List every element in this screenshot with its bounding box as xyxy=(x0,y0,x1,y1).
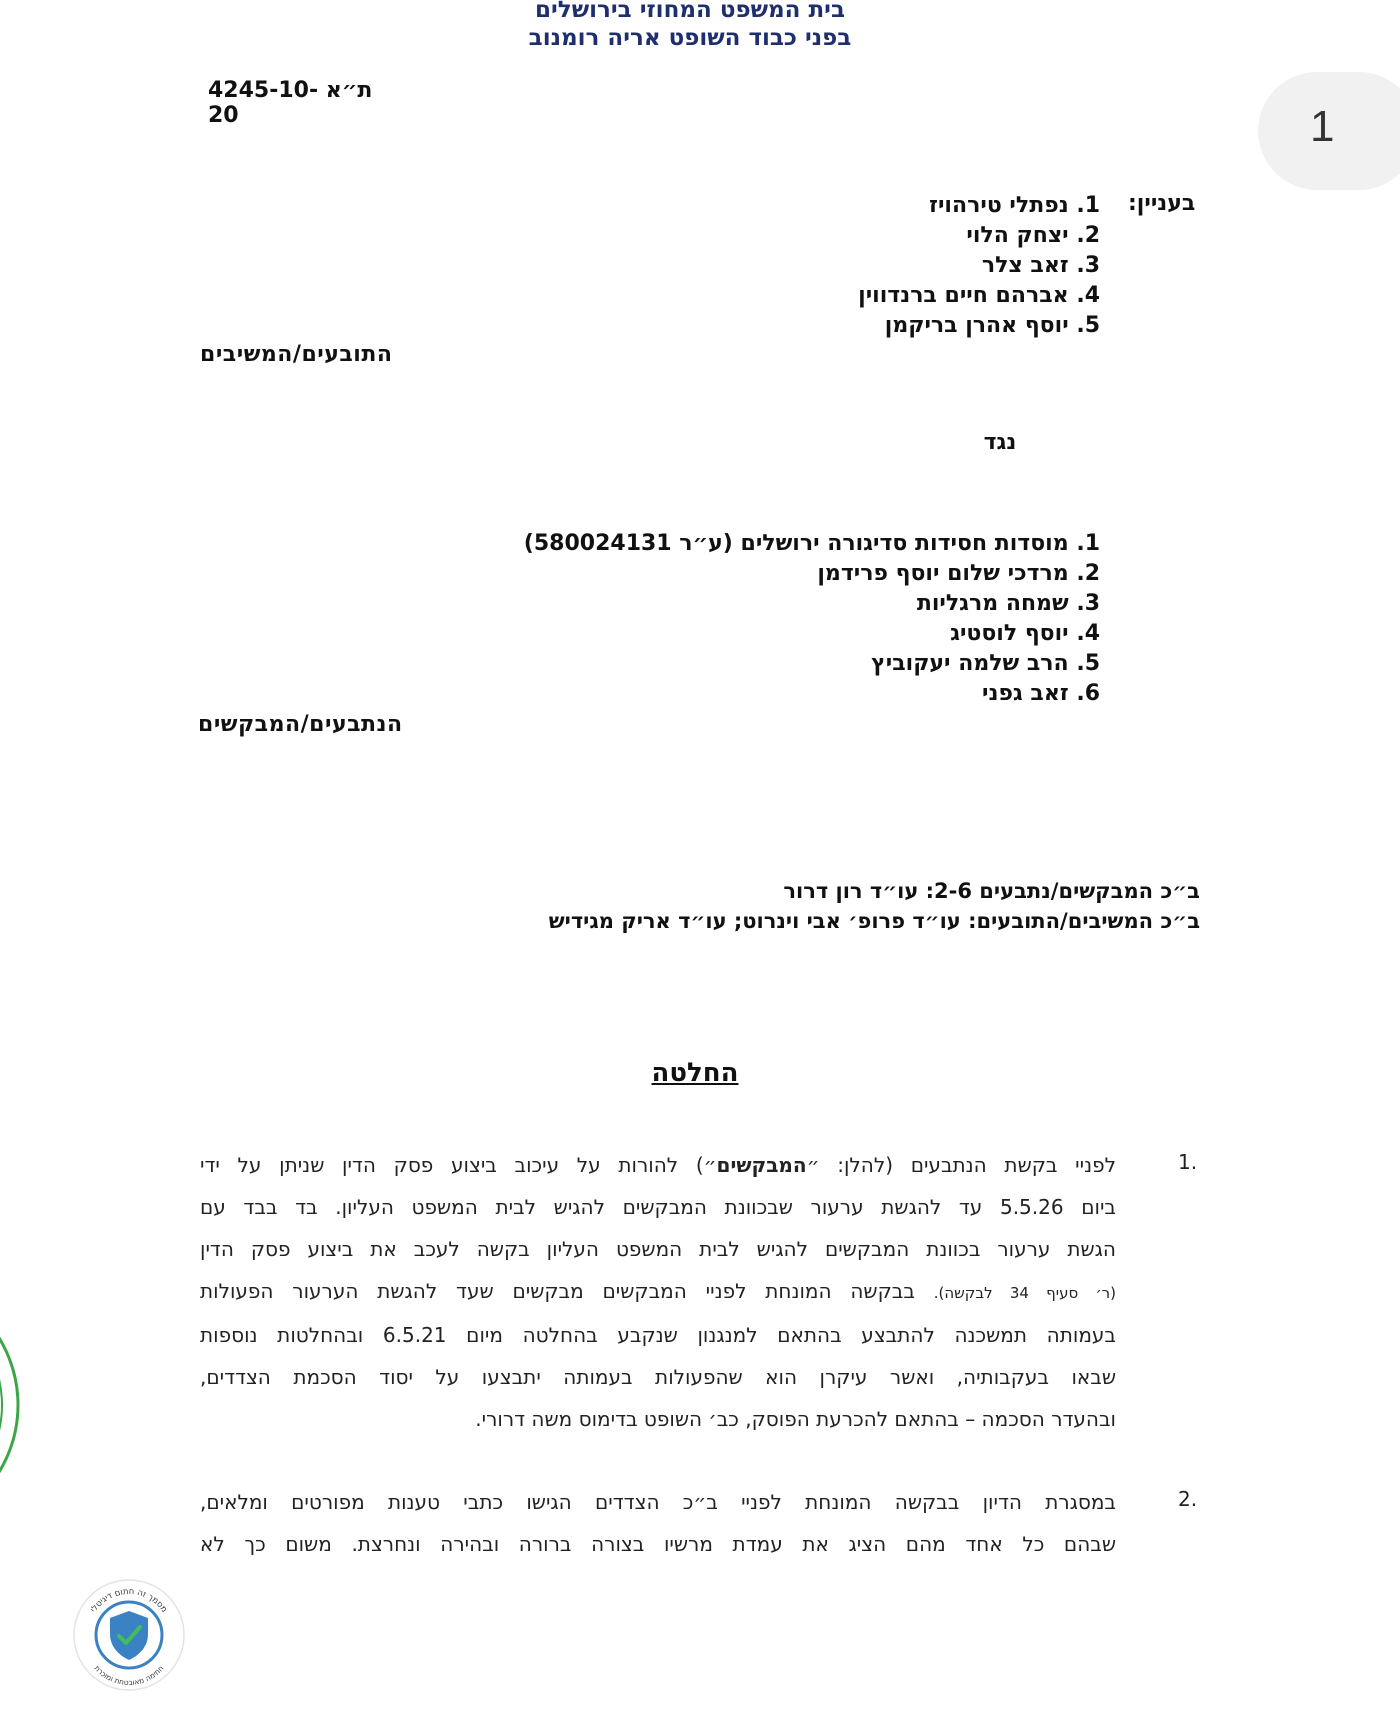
plaintiff-item: 2. יצחק הלוי xyxy=(966,223,1100,248)
paragraph-line xyxy=(200,1186,1116,1228)
defendant-item: 4. יוסף לוסטיג xyxy=(950,621,1100,646)
counsel-respondents: ב״כ המשיבים/התובעים: עו״ד פרופ׳ אבי וינרוט; עו״ד אריק מגידיש xyxy=(548,909,1200,933)
text-run: (ר׳ סעיף 34 לבקשה). xyxy=(933,1284,1116,1302)
defendant-item: 5. הרב שלמה יעקוביץ xyxy=(871,651,1100,676)
text-run: במסגרת הדיון בבקשה המונחת לפניי ב״כ הצדדים הגישו כתבי טענות מפורטים ומלאים, xyxy=(200,1490,1116,1514)
svg-text:חתימה מאובטחת ומוכרת: חתימה מאובטחת ומוכרת xyxy=(92,1663,166,1688)
court-name: בית המשפט המחוזי בירושלים xyxy=(535,0,845,23)
in-matter-label: בעניין: xyxy=(1128,191,1196,216)
judge-line: בפני כבוד השופט אריה רומנוב xyxy=(528,25,852,51)
defendant-item: 3. שמחה מרגליות xyxy=(916,591,1100,616)
plaintiff-item: 3. זאב צלר xyxy=(981,253,1100,278)
paragraph-line xyxy=(200,1270,1116,1314)
paragraph-line xyxy=(200,1481,1116,1523)
paragraph-line xyxy=(200,1228,1116,1270)
paragraph-line xyxy=(200,1523,1116,1565)
decision-title: החלטה xyxy=(651,1058,739,1088)
digital-signature-badge xyxy=(72,1578,186,1692)
plaintiffs-role: התובעים/המשיבים xyxy=(200,342,393,367)
paragraph-text xyxy=(200,1144,1116,1440)
plaintiff-item: 5. יוסף אהרן בריקמן xyxy=(884,313,1100,338)
text-run: בבקשה המונחת לפניי המבקשים מבקשים שעד להגשת הערעור הפעולות xyxy=(200,1279,934,1303)
page-number: 1 xyxy=(1310,102,1335,151)
paragraph-line xyxy=(200,1144,1116,1186)
paragraph-line xyxy=(200,1314,1116,1356)
svg-text:מסמך זה חתום דיגיטלי: מסמך זה חתום דיגיטלי xyxy=(88,1586,170,1615)
case-number: ת״א 4245-10-20 xyxy=(208,78,373,128)
defendants-role: הנתבעים/המבקשים xyxy=(198,712,403,737)
text-run: בעמותה תמשכנה להתבצע בהתאם למנגנון שנקבע בהחלטה מיום 6.5.21 ובהחלטות נוספות xyxy=(200,1323,1116,1347)
paragraph-line xyxy=(200,1356,1116,1398)
defendants-list xyxy=(460,529,1100,709)
text-run: ובהעדר הסכמה – בהתאם להכרעת הפוסק, כב׳ השופט בדימוס משה דרורי. xyxy=(475,1407,1116,1431)
green-certification-stamp xyxy=(0,1270,65,1540)
defendant-item: 1. מוסדות חסידות סדיגורה ירושלים (ע״ר 580024131) xyxy=(523,531,1100,556)
paragraph-number: .1 xyxy=(1178,1150,1198,1174)
paragraph-line xyxy=(200,1398,1116,1440)
plaintiffs-list xyxy=(600,191,1100,341)
text-run: ביום 5.5.26 עד להגשת ערעור שבכוונת המבקשים להגיש לבית המשפט העליון. בד בבד עם xyxy=(200,1195,1116,1219)
counsel-applicants: ב״כ המבקשים/נתבעים 2-6: עו״ד רון דרור xyxy=(783,879,1200,903)
text-run: לפניי בקשת הנתבעים (להלן: ״ xyxy=(806,1153,1116,1177)
text-run: שבאו בעקבותיה, ואשר עיקרן הוא שהפעולות בעמותה יתבצעו על יסוד הסכמת הצדדים, xyxy=(200,1365,1116,1389)
defendant-item: 2. מרדכי שלום יוסף פרידמן xyxy=(817,561,1100,586)
paragraph-number: .2 xyxy=(1178,1487,1198,1511)
plaintiff-item: 1. נפתלי טירהויז xyxy=(929,193,1100,218)
plaintiff-item: 4. אברהם חיים ברנדווין xyxy=(858,283,1100,308)
text-run: הגשת ערעור בכוונת המבקשים להגיש לבית המשפט העליון בקשה לעכב את ביצוע פסק הדין xyxy=(200,1237,1116,1261)
defendant-item: 6. זאב גפני xyxy=(982,681,1100,706)
text-run: שבהם כל אחד מהם הציג את עמדת מרשיו בצורה ברורה ובהירה ונחרצת. משום כך לא xyxy=(200,1532,1116,1556)
versus-label: נגד xyxy=(983,430,1017,455)
text-run: ״) להורות על עיכוב ביצוע פסק הדין שניתן על ידי xyxy=(200,1153,717,1177)
paragraph-text xyxy=(200,1481,1116,1565)
defined-term: המבקשים xyxy=(716,1153,807,1177)
